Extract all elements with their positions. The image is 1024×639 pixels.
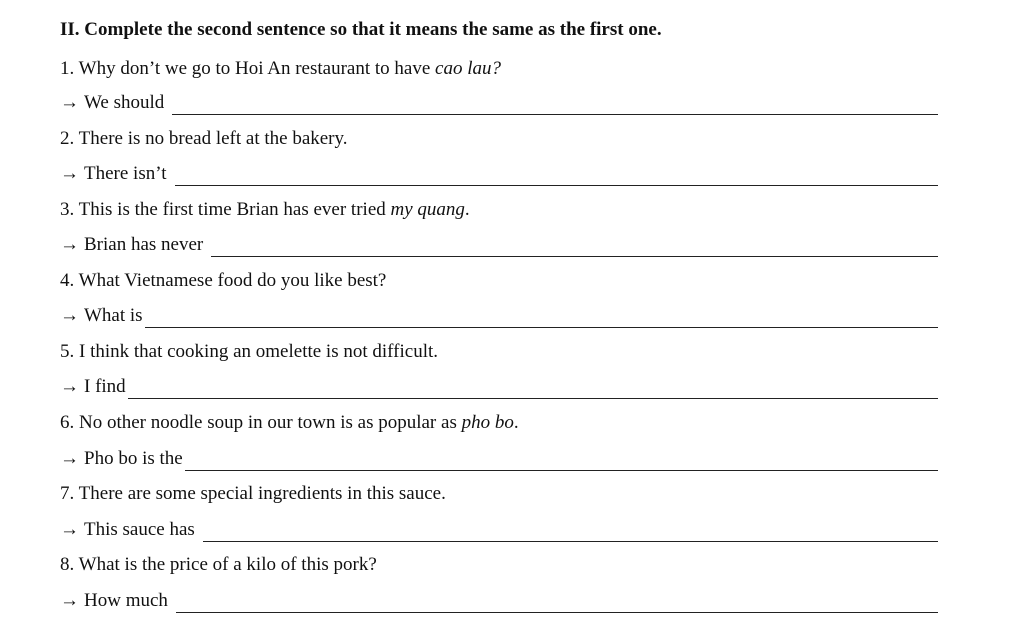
question-7: [60, 482, 446, 506]
question-1-text: 1. Why don’t we go to Hoi An restaurant to have: [60, 58, 436, 79]
question-1-italic-term: cao lau?: [435, 58, 501, 79]
question-3-text: 3. This is the first time Brian has ever tried: [60, 199, 391, 220]
question-3-text-end: .: [464, 199, 470, 220]
answer-8-blank[interactable]: [176, 593, 938, 613]
answer-1-blank[interactable]: [172, 95, 938, 115]
answer-line-4: [60, 304, 938, 328]
answer-6-lead: Pho bo is the: [84, 448, 183, 469]
answer-line-7: [60, 518, 938, 542]
answer-5-lead: I find: [84, 376, 126, 397]
answer-3-blank[interactable]: [211, 237, 938, 257]
question-8-text: 8. What is the price of a kilo of this pork?: [60, 554, 377, 575]
answer-line-8: [60, 589, 938, 613]
answer-line-5: [60, 375, 938, 399]
arrow-right-icon: →: [60, 519, 79, 540]
question-3: [60, 198, 470, 222]
answer-1-lead: We should: [84, 92, 165, 113]
question-6-text-end: .: [513, 412, 519, 433]
answer-line-2: [60, 162, 938, 186]
arrow-right-icon: →: [60, 448, 79, 469]
answer-3-lead: Brian has never: [84, 234, 204, 255]
question-6: [60, 411, 519, 435]
arrow-right-icon: →: [60, 305, 79, 326]
answer-7-lead: This sauce has: [84, 519, 195, 540]
arrow-right-icon: →: [60, 376, 79, 397]
question-4: [60, 269, 386, 293]
answer-4-blank[interactable]: [145, 308, 938, 328]
question-5-text: 5. I think that cooking an omelette is not difficult.: [60, 341, 438, 362]
arrow-right-icon: →: [60, 92, 79, 113]
question-7-text: 7. There are some special ingredients in this sauce.: [60, 483, 446, 504]
answer-2-lead: There isn’t: [84, 163, 167, 184]
question-1: [60, 57, 501, 81]
answer-4-lead: What is: [84, 305, 143, 326]
answer-6-blank[interactable]: [185, 451, 938, 471]
arrow-right-icon: →: [60, 590, 79, 611]
answer-2-blank[interactable]: [175, 166, 939, 186]
arrow-right-icon: →: [60, 163, 79, 184]
question-2-text: 2. There is no bread left at the bakery.: [60, 128, 348, 149]
question-8: [60, 553, 377, 577]
section-heading: II. Complete the second sentence so that it means the same as the first one.: [60, 19, 662, 40]
answer-line-3: [60, 233, 938, 257]
question-3-italic-term: my quang: [390, 199, 465, 220]
answer-line-6: [60, 447, 938, 471]
question-2: [60, 127, 348, 151]
question-6-italic-term: pho bo: [461, 412, 514, 433]
answer-8-lead: How much: [84, 590, 168, 611]
question-5: [60, 340, 438, 364]
answer-5-blank[interactable]: [128, 379, 938, 399]
answer-line-1: [60, 91, 938, 115]
arrow-right-icon: →: [60, 234, 79, 255]
question-6-text: 6. No other noodle soup in our town is as popular as: [60, 412, 462, 433]
question-4-text: 4. What Vietnamese food do you like best?: [60, 270, 387, 291]
answer-7-blank[interactable]: [203, 522, 938, 542]
